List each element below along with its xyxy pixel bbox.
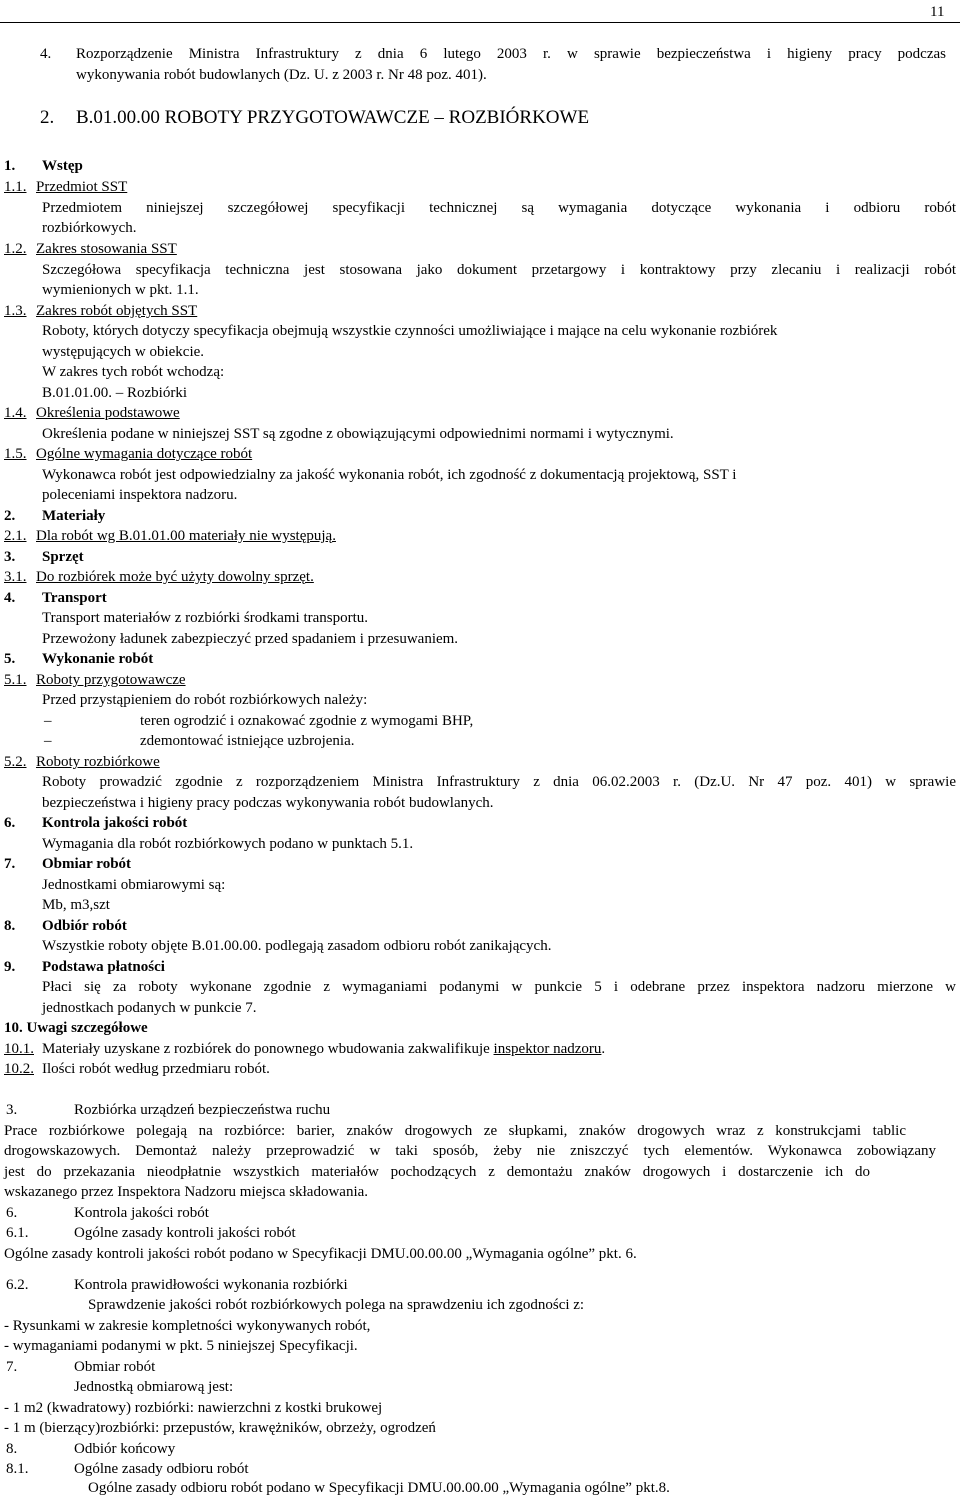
section-number: 4. [4,590,16,606]
paragraph-line: Szczegółowa specyfikacja techniczna jest stosowana jako dokument przetargowy i kontraktowy przy zlecaniu i realizacji robót [42,262,956,278]
section-title: Wykonanie robót [42,651,154,667]
section-title: Podstawa płatności [42,959,165,975]
subsection-number: 6.2. [6,1277,29,1293]
paragraph-line: Wykonawca robót jest odpowiedzialny za jakość wykonania robót, ich zgodność z dokumentacją projektową, SST i [42,467,737,483]
section-title: Sprzęt [42,549,84,565]
inspector-link-text: inspektor nadzoru [493,1041,602,1057]
paragraph-line: Sprawdzenie jakości robót rozbiórkowych polega na sprawdzeniu ich zgodności z: [88,1297,585,1313]
paragraph-line: występujących w obiekcie. [42,344,205,360]
section-title: Kontrola jakości robót [42,815,188,831]
paragraph-line: Roboty prowadzić zgodnie z rozporządzeniem Ministra Infrastruktury z dnia 06.02.2003 r. (Dz.U. Nr 47 poz. 401) w sprawie [42,774,956,790]
paragraph-line: Ogólne zasady odbioru robót podano w Specyfikacji DMU.00.00.00 „Wymagania ogólne” pkt.8. [88,1480,670,1496]
subsection-number: 8.1. [6,1461,29,1477]
paragraph-line: - Rysunkami w zakresie kompletności wykonywanych robót, [4,1318,371,1334]
subsection-title: Roboty rozbiórkowe [36,754,160,770]
paragraph-line: bezpieczeństwa i higieny pracy podczas wykonywania robót budowlanych. [42,795,494,811]
page-number: 11 [930,4,945,20]
paragraph-text: . [601,1041,606,1057]
subsection-number: 5.1. [4,672,27,688]
section-title: Kontrola jakości robót [74,1205,209,1221]
section-number: 5. [4,651,16,667]
subsection-number: 1.3. [4,303,27,319]
paragraph-line: - wymaganiami podanymi w pkt. 5 niniejszej Specyfikacji. [4,1338,358,1354]
paragraph-line: Wymagania dla robót rozbiórkowych podano w punktach 5.1. [42,836,414,852]
paragraph-line: Wszystkie roboty objęte B.01.00.00. podlegają zasadom odbioru robót zanikających. [42,938,552,954]
section-title: Transport [42,590,107,606]
subsection-title: Zakres robót objętych SST [36,303,198,319]
section-title: 10. Uwagi szczegółowe [4,1020,148,1036]
subsection-text: Dla robót wg B.01.01.00 materiały nie występują. [36,528,336,544]
ref-line: Rozporządzenie Ministra Infrastruktury z dnia 6 lutego 2003 r. w sprawie bezpieczeństwa i higieny pracy podczas [76,46,946,62]
section-number: 6. [4,815,16,831]
section-number: 8. [6,1441,18,1457]
section-number: 9. [4,959,16,975]
main-heading: B.01.00.00 ROBOTY PRZYGOTOWAWCZE – ROZBIÓRKOWE [76,107,590,128]
paragraph-line: Jednostką obmiarową jest: [74,1379,234,1395]
subsection-number: 2.1. [4,528,27,544]
section-title: Odbiór końcowy [74,1441,176,1457]
subsection-number: 1.1. [4,179,27,195]
header-rule [0,22,960,23]
section-number: 1. [4,158,16,174]
paragraph-line: Przed przystąpieniem do robót rozbiórkowych należy: [42,692,368,708]
paragraph-line: wskazanego przez Inspektora Nadzoru miejsca składowania. [4,1184,369,1200]
subsection-title: Roboty przygotowawcze [36,672,186,688]
paragraph-text: Materiały uzyskane z rozbiórek do ponownego wbudowania zakwalifikuje [42,1041,490,1057]
subsection-number: 1.4. [4,405,27,421]
section-number: 2. [4,508,16,524]
subsection-number: 3.1. [4,569,27,585]
paragraph-line: Roboty, których dotyczy specyfikacja obejmują wszystkie czynności umożliwiające i mające na celu wykonanie rozbiórek [42,323,778,339]
subsection-title: Ogólne wymagania dotyczące robót [36,446,253,462]
subsection-title: Kontrola prawidłowości wykonania rozbiórki [74,1277,348,1293]
paragraph-line: poleceniami inspektora nadzoru. [42,487,238,503]
section-number: 6. [6,1205,18,1221]
subsection-title: Ogólne zasady kontroli jakości robót [74,1225,296,1241]
section-title: Wstęp [42,158,83,174]
paragraph-line: - 1 m (bierzący)rozbiórki: przepustów, krawężników, obrzeży, ogrodzeń [4,1420,436,1436]
subsection-number: 1.5. [4,446,27,462]
paragraph-line: Przedmiotem niniejszej szczegółowej specyfikacji technicznej są wymagania dotyczące wykonania i odbioru robót [42,200,956,216]
paragraph-line: jednostkach podanych w punkcie 7. [42,1000,257,1016]
subsection-number: 6.1. [6,1225,29,1241]
paragraph-line: Prace rozbiórkowe polegają na rozbiórce: barier, znaków drogowych ze słupkami, znaków drogowych wraz z konstrukcjami tablic [4,1123,906,1139]
paragraph-line: B.01.01.00. – Rozbiórki [42,385,187,401]
ref-number: 4. [40,46,52,62]
section-number: 8. [4,918,16,934]
subsection-number: 1.2. [4,241,27,257]
paragraph-line: Jednostkami obmiarowymi są: [42,877,226,893]
paragraph-line: Płaci się za roboty wykonane zgodnie z wymaganiami podanymi w punkcie 5 i odebrane przez inspektora nadzoru mierzone w [42,979,956,995]
paragraph-line: Określenia podane w niniejszej SST są zgodne z obowiązującymi odpowiednimi normami i wytycznymi. [42,426,674,442]
paragraph-line: rozbiórkowych. [42,220,137,236]
paragraph-line: Ogólne zasady kontroli jakości robót podano w Specyfikacji DMU.00.00.00 „Wymagania ogólne” pkt. 6. [4,1246,637,1262]
subsection-number: 10.1. [4,1041,34,1057]
list-dash: – [44,713,52,729]
subsection-title: Zakres stosowania SST [36,241,177,257]
paragraph-line: drogowskazowych. Demontaż należy przeprowadzić w taki sposób, żeby nie zniszczyć tych elementów. Wykonawca zobowiązany [4,1143,936,1159]
section-title: Rozbiórka urządzeń bezpieczeństwa ruchu [74,1102,331,1118]
subsection-title: Określenia podstawowe [36,405,180,421]
subsection-title: Ogólne zasady odbioru robót [74,1461,249,1477]
paragraph-line: Ilości robót według przedmiaru robót. [42,1061,270,1077]
ref-line: wykonywania robót budowlanych (Dz. U. z 2003 r. Nr 48 poz. 401). [76,67,487,83]
list-item: teren ogrodzić i oznakować zgodnie z wymogami BHP, [140,713,474,729]
section-title: Obmiar robót [42,856,132,872]
paragraph-line [42,1040,605,1058]
subsection-number: 5.2. [4,754,27,770]
paragraph-line: Transport materiałów z rozbiórki środkami transportu. [42,610,369,626]
section-number: 7. [6,1359,18,1375]
paragraph-line: - 1 m2 (kwadratowy) rozbiórki: nawierzchni z kostki brukowej [4,1400,383,1416]
list-dash: – [44,733,52,749]
main-heading-number: 2. [40,107,55,128]
section-title: Obmiar robót [74,1359,156,1375]
section-title: Materiały [42,508,106,524]
paragraph-line: wymienionych w pkt. 1.1. [42,282,199,298]
subsection-text: Do rozbiórek może być użyty dowolny sprzęt. [36,569,314,585]
paragraph-line: Mb, m3,szt [42,897,110,913]
section-title: Odbiór robót [42,918,127,934]
section-number: 3. [6,1102,18,1118]
subsection-number: 10.2. [4,1061,34,1077]
paragraph-line: jest do przekazania nieodpłatnie wszystkich materiałów pochodzących z demontażu znaków drogowych i dostarczenie ich do [4,1164,870,1180]
list-item: zdemontować istniejące uzbrojenia. [140,733,355,749]
section-number: 3. [4,549,16,565]
section-number: 7. [4,856,16,872]
paragraph-line: W zakres tych robót wchodzą: [42,364,225,380]
paragraph-line: Przewożony ładunek zabezpieczyć przed spadaniem i przesuwaniem. [42,631,459,647]
subsection-title: Przedmiot SST [36,179,128,195]
